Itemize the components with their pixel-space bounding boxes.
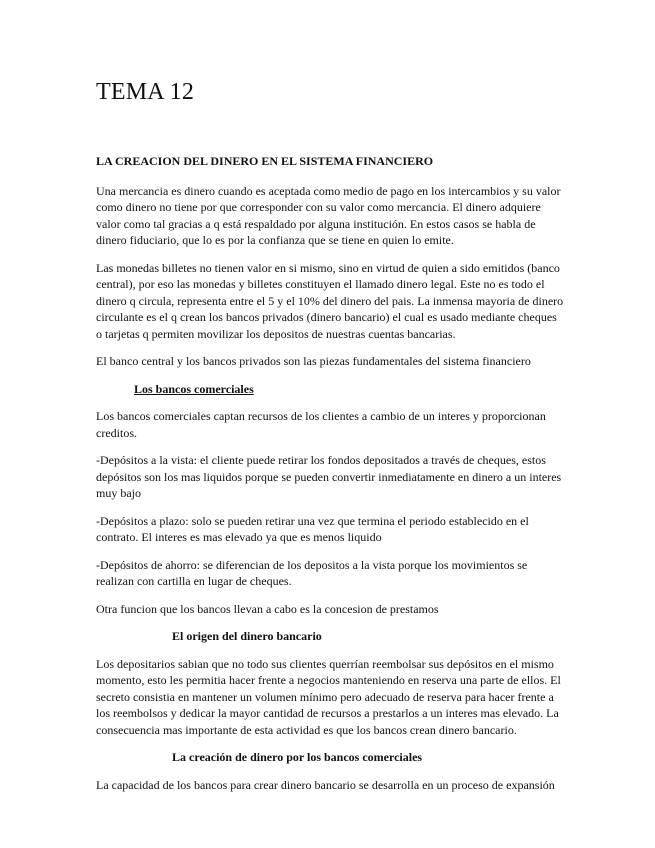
main-heading: LA CREACION DEL DINERO EN EL SISTEMA FINANCIERO [96,154,434,168]
section-heading-origen-dinero: El origen del dinero bancario [172,629,322,643]
section-2-paragraph-1: Los depositarios sabian que no todo sus clientes querrían reembolsar sus depósitos en el mismo momento, esto les permitia hacer frente a negocios manteniendo en reserva una parte de ellos. El secreto consistia en mantener un volumen mínimo pero adecuado de reserva para hacer frente a los reembolsos y dedicar la mayor cantidad de recursos a prestarlos a un interes mas elevado. La consecuencia mas importante de esta actividad es que los bancos crean dinero bancario. [96,656,561,737]
section-heading-creacion-dinero: La creación de dinero por los bancos comerciales [172,750,423,764]
section-3-paragraph-1: La capacidad de los bancos para crear dinero bancario se desarrolla en un proceso de expansión [96,777,555,792]
intro-paragraph-3: El banco central y los bancos privados son las piezas fundamentales del sistema financiero [96,354,531,368]
document-body [96,153,564,804]
section-1-paragraph-4: -Depósitos de ahorro: se diferencian de los depositos a la vista porque los movimientos se realizan con cartilla en lugar de cheques. [96,557,528,588]
intro-paragraph-2: Las monedas billetes no tienen valor en si mismo, sino en virtud de quien a sido emitidos (banco central), por eso las monedas y billetes constituyen el llamado dinero legal. Este no es todo el dinero q circula, representa entre el 5 y el 10% del dinero del pais. La inmensa mayoria de dinero circulante es el q crean los bancos privados (dinero bancario) el cual es usado mediante cheques o tarjetas q permiten movilizar los depositos de nuestras cuentas bancarias. [96,260,564,341]
section-1-paragraph-5: Otra funcion que los bancos llevan a cabo es la concesion de prestamos [96,601,439,616]
page-title: TEMA 12 [96,79,195,105]
intro-paragraph-1: Una mercancia es dinero cuando es aceptada como medio de pago en los intercambios y su valor como dinero no tiene por que corresponder con su valor como mercancia. El dinero adquiere valor como tal gracias a q está respaldado por alguna institución. En estos casos se habla de dinero fiduciario, que lo es por la confianza que se tiene en quien lo emite. [96,183,561,247]
section-heading-bancos-comerciales: Los bancos comerciales [134,381,254,396]
section-1-paragraph-2: -Depósitos a la vista: el cliente puede retirar los fondos depositados a través de cheques, estos depósitos son los mas liquidos porque se pueden convertir inmediatamente en dinero a un interes muy bajo [96,453,562,500]
section-1-paragraph-1: Los bancos comerciales captan recursos de los clientes a cambio de un interes y proporcionan creditos. [96,409,546,440]
section-1-paragraph-3: -Depósitos a plazo: solo se pueden retirar una vez que termina el periodo establecido en el contrato. El interes es mas elevado ya que es menos liquido [96,513,529,544]
